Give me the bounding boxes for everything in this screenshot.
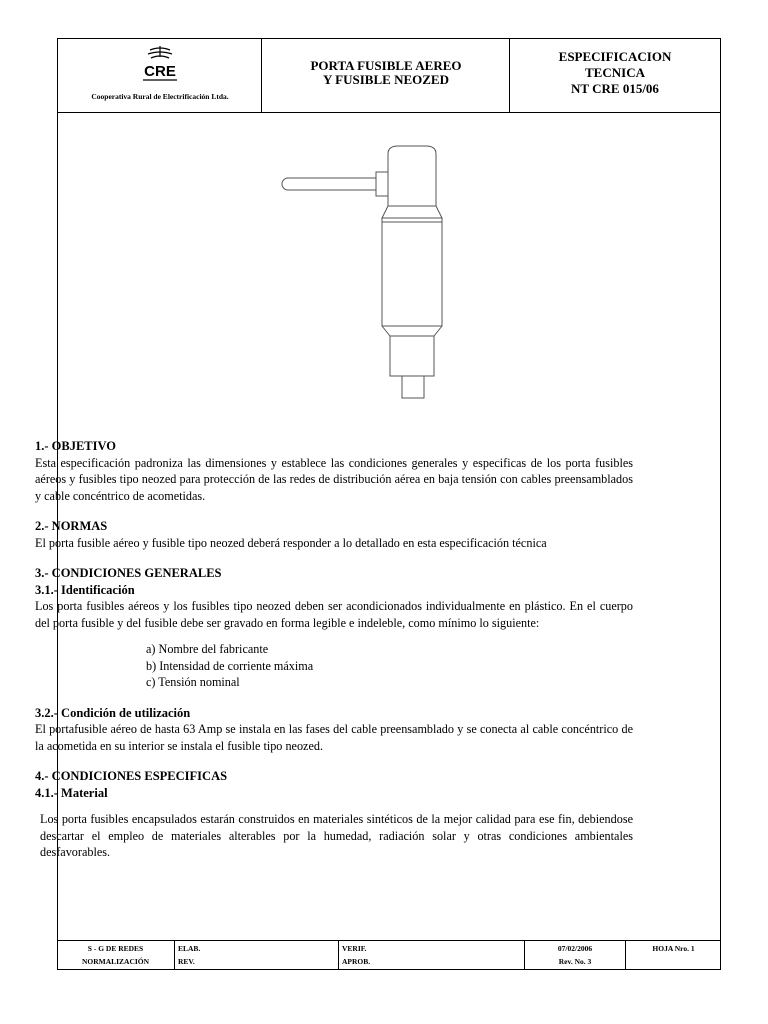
footer-page-cell: [626, 941, 721, 970]
title-line-1: PORTA FUSIBLE AEREO: [310, 58, 462, 73]
list-item: a) Nombre del fabricante: [146, 642, 269, 656]
list-item: c) Tensión nominal: [146, 675, 240, 689]
fuse-holder-drawing: [226, 118, 466, 403]
document-header: [58, 39, 720, 113]
spec-line-1: ESPECIFICACION: [558, 49, 672, 64]
footer-normalizacion: NORMALIZACIÓN: [81, 957, 150, 966]
list-item: b) Intensidad de corriente máxima: [146, 658, 314, 673]
section-objetivo-text: Esta especificación padroniza las dimensiones y establece las condiciones generales y especificas de los porta fusibles aéreos y fusibles tipo neozed para protección de las redes de distribución aérea en baja tensión con cables preensamblados y cable concéntrico de acometidas.: [35, 455, 633, 503]
footer-verif-cell: [339, 941, 525, 970]
footer-elab-cell: [175, 941, 339, 970]
footer-page-number: HOJA Nro. 1: [652, 944, 695, 953]
header-spec-cell: [510, 39, 720, 112]
cre-logo: [138, 45, 182, 91]
section-normas-text: El porta fusible aéreo y fusible tipo neozed deberá responder a lo detallado en esta especificación técnica: [35, 535, 547, 550]
subsection-material-text: Los porta fusibles encapsulados estarán construidos en materiales sintéticos de la mejor calidad para ese fin, debiendose descartar el empleo de materiales alterables por la humedad, radiación solar y otras condiciones ambientales desfavorables.: [40, 812, 633, 859]
section-normas-heading: 2.- NORMAS: [35, 519, 108, 533]
subsection-identificacion-heading: 3.1.- Identificación: [35, 582, 135, 597]
logo-text: CRE: [144, 63, 176, 80]
subsection-identificacion-text: Los porta fusibles aéreos y los fusibles tipo neozed deben ser acondicionados individualmente en plástico. En el cuerpo del porta fusible y del fusible debe ser gravado en forma legible e indeleble, como mínimo lo siguiente:: [35, 599, 633, 630]
section-objetivo-heading: 1.- OBJETIVO: [35, 439, 117, 453]
footer-department-cell: [57, 941, 175, 970]
document-title: [262, 59, 510, 87]
footer-date: 07/02/2006: [557, 944, 593, 953]
spec-line-3: NT CRE 015/06: [571, 81, 659, 96]
header-logo-cell: [58, 39, 262, 112]
spec-code: [510, 49, 720, 97]
footer-revision: Rev. No. 3: [558, 957, 592, 966]
document-footer: [57, 940, 721, 971]
footer-rev: REV.: [178, 957, 195, 966]
organization-name: Cooperativa Rural de Electrificación Ltda.: [91, 92, 229, 101]
section-generales-heading: 3.- CONDICIONES GENERALES: [35, 566, 222, 580]
subsection-utilizacion-heading: 3.2.- Condición de utilización: [35, 705, 191, 720]
footer-aprob: APROB.: [342, 957, 371, 966]
footer-elab: ELAB.: [178, 944, 201, 953]
footer-date-cell: [525, 941, 626, 970]
section-especificas-heading: 4.- CONDICIONES ESPECIFICAS: [35, 769, 228, 783]
title-line-2: Y FUSIBLE NEOZED: [323, 72, 449, 87]
document-body: [35, 404, 633, 861]
header-title-cell: [262, 39, 510, 112]
footer-verif: VERIF.: [342, 944, 367, 953]
subsection-material-heading: 4.1.- Material: [35, 785, 108, 800]
footer-department: S - G DE REDES: [87, 944, 144, 953]
subsection-utilizacion-text: El portafusible aéreo de hasta 63 Amp se instala en las fases del cable preensamblado y se conecta al cable concéntrico de la acometida en su interior se instala el fusible tipo neozed.: [35, 722, 633, 753]
identification-list: [146, 641, 633, 691]
spec-line-2: TECNICA: [585, 65, 645, 80]
